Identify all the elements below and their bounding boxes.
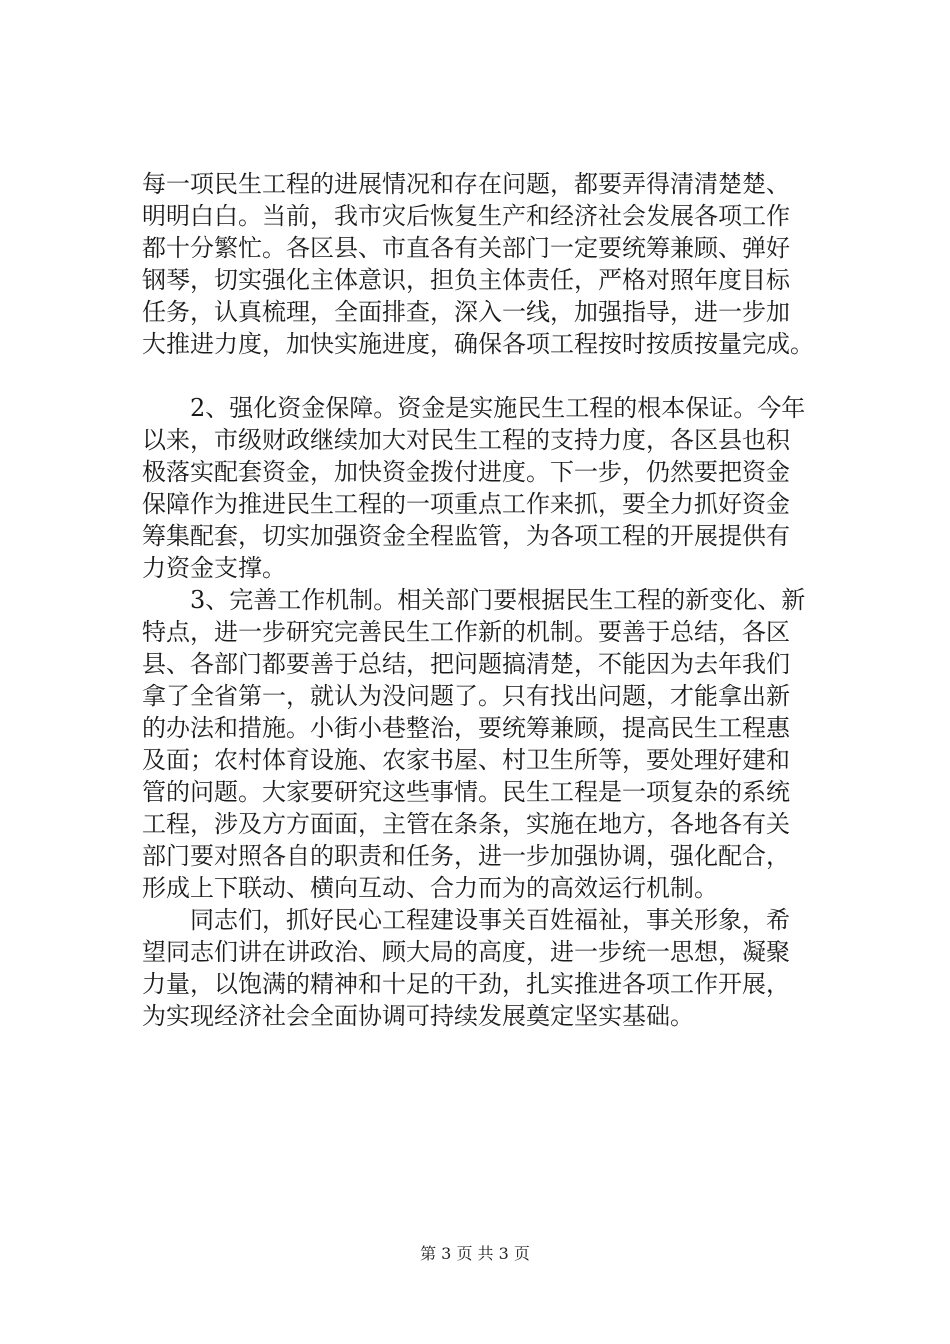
text-line: 部门要对照各自的职责和任务，进一步加强协调，强化配合， — [142, 842, 790, 870]
text-line: 管的问题。大家要研究这些事情。民生工程是一项复杂的系统 — [142, 778, 790, 806]
text-line: 以来，市级财政继续加大对民生工程的支持力度，各区县也积 — [142, 426, 790, 454]
text-line: 形成上下联动、横向互动、合力而为的高效运行机制。 — [142, 874, 718, 902]
text-line: 大推进力度，加快实施进度，确保各项工程按时按质按量完成。 — [142, 330, 814, 358]
text-line: 的办法和措施。小街小巷整治，要统筹兼顾，提高民生工程惠 — [142, 714, 790, 742]
text-line: 筹集配套，切实加强资金全程监管，为各项工程的开展提供有 — [142, 522, 790, 550]
text-line: 明明白白。当前，我市灾后恢复生产和经济社会发展各项工作 — [142, 202, 790, 230]
text-line: 工程，涉及方方面面，主管在条条，实施在地方，各地各有关 — [142, 810, 790, 838]
text-line: 为实现经济社会全面协调可持续发展奠定坚实基础。 — [142, 1002, 694, 1030]
text-line: 县、各部门都要善于总结，把问题搞清楚，不能因为去年我们 — [142, 650, 790, 678]
text-line: 2、强化资金保障。资金是实施民生工程的根本保证。今年 — [142, 394, 806, 422]
text-line: 3、完善工作机制。相关部门要根据民生工程的新变化、新 — [142, 586, 806, 614]
text-line: 每一项民生工程的进展情况和存在问题，都要弄得清清楚楚、 — [142, 170, 790, 198]
text-line: 钢琴，切实强化主体意识，担负主体责任，严格对照年度目标 — [142, 266, 790, 294]
text-line: 及面；农村体育设施、农家书屋、村卫生所等，要处理好建和 — [142, 746, 790, 774]
text-line: 任务，认真梳理，全面排查，深入一线，加强指导，进一步加 — [142, 298, 790, 326]
text-line: 极落实配套资金，加快资金拨付进度。下一步，仍然要把资金 — [142, 458, 790, 486]
text-line: 望同志们讲在讲政治、顾大局的高度，进一步统一思想，凝聚 — [142, 938, 790, 966]
text-line: 同志们，抓好民心工程建设事关百姓福祉，事关形象，希 — [142, 906, 790, 934]
text-line: 力量，以饱满的精神和十足的干劲，扎实推进各项工作开展， — [142, 970, 790, 998]
text-line: 特点，进一步研究完善民生工作新的机制。要善于总结，各区 — [142, 618, 790, 646]
text-line: 都十分繁忙。各区县、市直各有关部门一定要统筹兼顾、弹好 — [142, 234, 790, 262]
page-number-footer: 第 3 页 共 3 页 — [420, 1244, 530, 1263]
text-line: 力资金支撑。 — [142, 554, 286, 582]
text-line: 保障作为推进民生工程的一项重点工作来抓，要全力抓好资金 — [142, 490, 790, 518]
document-body — [142, 168, 842, 1032]
text-line: 拿了全省第一，就认为没问题了。只有找出问题，才能拿出新 — [142, 682, 790, 710]
paragraph-gap — [142, 360, 842, 392]
